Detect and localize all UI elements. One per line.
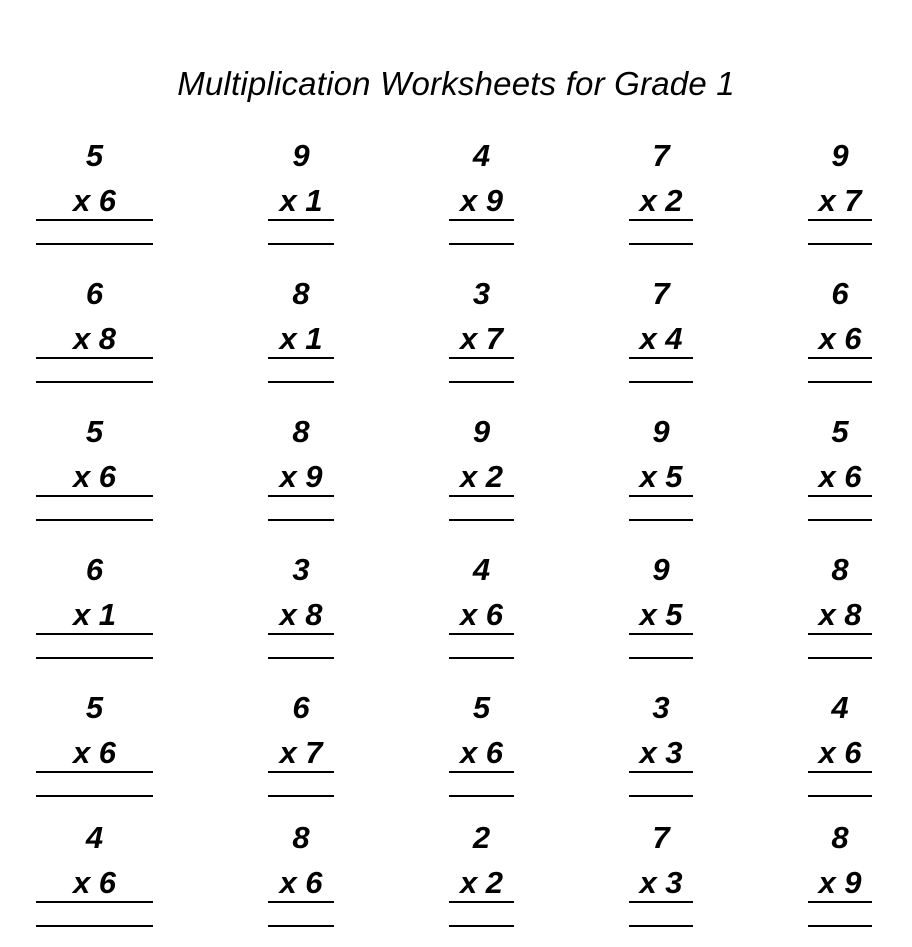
problem-r5-c5: [808, 691, 872, 803]
multiplicand: 8: [292, 276, 310, 311]
answer-line[interactable]: [36, 657, 153, 659]
problem-r4-c1: [36, 553, 153, 665]
multiplier: x 7: [818, 183, 862, 218]
multiplicand: 7: [652, 276, 670, 311]
multiplier: x 8: [279, 597, 323, 632]
answer-line[interactable]: [808, 795, 872, 797]
answer-line[interactable]: [268, 243, 334, 245]
problem-r5-c3: [449, 691, 514, 803]
multiplicand: 9: [831, 138, 849, 173]
multiplicand: 4: [472, 138, 491, 173]
problem-r1-c2: [268, 139, 334, 251]
multiplier: x 1: [72, 597, 117, 632]
operation-rule-line: [808, 357, 872, 359]
answer-line[interactable]: [268, 657, 334, 659]
operation-rule-line: [268, 357, 334, 359]
multiplier: x 2: [459, 865, 504, 900]
problem-r3-c3: [449, 415, 514, 527]
multiplier: x 6: [818, 459, 862, 494]
operation-rule-line: [36, 901, 153, 903]
multiplier: x 5: [639, 459, 683, 494]
answer-line[interactable]: [808, 519, 872, 521]
problem-r4-c2: [268, 553, 334, 665]
multiplicand: 5: [831, 414, 849, 449]
multiplier: x 2: [459, 459, 504, 494]
answer-line[interactable]: [449, 795, 514, 797]
problem-r3-c2: [268, 415, 334, 527]
operation-rule-line: [36, 219, 153, 221]
operation-rule-line: [449, 633, 514, 635]
multiplicand: 6: [831, 276, 849, 311]
multiplier: x 6: [72, 183, 117, 218]
operation-rule-line: [36, 357, 153, 359]
multiplier: x 3: [639, 735, 683, 770]
multiplier: x 6: [818, 321, 862, 356]
answer-line[interactable]: [36, 381, 153, 383]
multiplicand: 7: [652, 138, 670, 173]
multiplier: x 6: [818, 735, 862, 770]
answer-line[interactable]: [36, 925, 153, 927]
answer-line[interactable]: [449, 657, 514, 659]
problem-r5-c2: [268, 691, 334, 803]
answer-line[interactable]: [629, 243, 693, 245]
operation-rule-line: [449, 219, 514, 221]
multiplicand: 3: [292, 552, 310, 587]
answer-line[interactable]: [629, 657, 693, 659]
multiplier: x 8: [818, 597, 862, 632]
operation-rule-line: [36, 771, 153, 773]
problem-r3-c5: [808, 415, 872, 527]
multiplicand: 3: [472, 276, 491, 311]
operation-rule-line: [268, 633, 334, 635]
operation-rule-line: [808, 771, 872, 773]
operation-rule-line: [808, 633, 872, 635]
problem-r2-c2: [268, 277, 334, 389]
problem-r1-c1: [36, 139, 153, 251]
operation-rule-line: [629, 633, 693, 635]
problem-r4-c3: [449, 553, 514, 665]
answer-line[interactable]: [268, 519, 334, 521]
problem-r1-c3: [449, 139, 514, 251]
multiplicand: 6: [85, 552, 104, 587]
answer-line[interactable]: [808, 243, 872, 245]
multiplicand: 5: [85, 690, 104, 725]
multiplicand: 8: [831, 552, 849, 587]
multiplier: x 7: [459, 321, 504, 356]
multiplicand: 8: [292, 414, 310, 449]
multiplier: x 6: [459, 597, 504, 632]
operation-rule-line: [449, 357, 514, 359]
problem-r4-c4: [629, 553, 693, 665]
multiplier: x 6: [72, 865, 117, 900]
multiplier: x 6: [459, 735, 504, 770]
operation-rule-line: [268, 901, 334, 903]
multiplicand: 5: [85, 138, 104, 173]
multiplicand: 6: [85, 276, 104, 311]
problem-r5-c1: [36, 691, 153, 803]
multiplicand: 2: [472, 820, 491, 855]
multiplier: x 8: [72, 321, 117, 356]
operation-rule-line: [268, 219, 334, 221]
multiplicand: 5: [472, 690, 491, 725]
problem-r1-c5: [808, 139, 872, 251]
multiplier: x 3: [639, 865, 683, 900]
multiplier: x 1: [279, 321, 323, 356]
multiplicand: 6: [292, 690, 310, 725]
multiplicand: 8: [292, 820, 310, 855]
multiplicand: 3: [652, 690, 670, 725]
problem-r2-c4: [629, 277, 693, 389]
operation-rule-line: [808, 219, 872, 221]
answer-line[interactable]: [449, 519, 514, 521]
problem-r6-c2: [268, 821, 334, 933]
operation-rule-line: [268, 495, 334, 497]
multiplier: x 9: [459, 183, 504, 218]
problem-r4-c5: [808, 553, 872, 665]
problem-r6-c3: [449, 821, 514, 933]
multiplier: x 6: [72, 735, 117, 770]
operation-rule-line: [629, 219, 693, 221]
operation-rule-line: [629, 901, 693, 903]
problem-r6-c5: [808, 821, 872, 933]
operation-rule-line: [629, 495, 693, 497]
multiplier: x 6: [72, 459, 117, 494]
multiplier: x 4: [639, 321, 683, 356]
multiplier: x 6: [279, 865, 323, 900]
answer-line[interactable]: [449, 381, 514, 383]
operation-rule-line: [629, 357, 693, 359]
answer-line[interactable]: [808, 657, 872, 659]
multiplier: x 5: [639, 597, 683, 632]
multiplicand: 4: [831, 690, 849, 725]
multiplicand: 9: [652, 414, 670, 449]
operation-rule-line: [36, 495, 153, 497]
problem-r2-c5: [808, 277, 872, 389]
problem-r1-c4: [629, 139, 693, 251]
answer-line[interactable]: [629, 519, 693, 521]
operation-rule-line: [629, 771, 693, 773]
answer-line[interactable]: [268, 925, 334, 927]
multiplicand: 4: [472, 552, 491, 587]
problem-r5-c4: [629, 691, 693, 803]
answer-line[interactable]: [629, 381, 693, 383]
multiplier: x 9: [279, 459, 323, 494]
answer-line[interactable]: [36, 243, 153, 245]
multiplicand: 4: [85, 820, 104, 855]
multiplier: x 2: [639, 183, 683, 218]
worksheet-title: Multiplication Worksheets for Grade 1: [177, 65, 735, 102]
answer-line[interactable]: [629, 925, 693, 927]
operation-rule-line: [808, 901, 872, 903]
answer-line[interactable]: [36, 795, 153, 797]
operation-rule-line: [449, 901, 514, 903]
operation-rule-line: [449, 771, 514, 773]
multiplicand: 9: [292, 138, 310, 173]
problem-r3-c4: [629, 415, 693, 527]
multiplicand: 9: [652, 552, 670, 587]
problem-r2-c3: [449, 277, 514, 389]
multiplier: x 1: [279, 183, 323, 218]
answer-line[interactable]: [36, 519, 153, 521]
operation-rule-line: [36, 633, 153, 635]
multiplicand: 8: [831, 820, 849, 855]
problem-r6-c4: [629, 821, 693, 933]
problem-r6-c1: [36, 821, 153, 933]
answer-line[interactable]: [449, 243, 514, 245]
multiplicand: 5: [85, 414, 104, 449]
operation-rule-line: [268, 771, 334, 773]
problem-r2-c1: [36, 277, 153, 389]
answer-line[interactable]: [449, 925, 514, 927]
answer-line[interactable]: [268, 381, 334, 383]
multiplicand: 7: [652, 820, 670, 855]
answer-line[interactable]: [268, 795, 334, 797]
multiplicand: 9: [472, 414, 491, 449]
operation-rule-line: [449, 495, 514, 497]
answer-line[interactable]: [808, 381, 872, 383]
multiplier: x 9: [818, 865, 862, 900]
answer-line[interactable]: [629, 795, 693, 797]
answer-line[interactable]: [808, 925, 872, 927]
problem-r3-c1: [36, 415, 153, 527]
multiplier: x 7: [279, 735, 323, 770]
operation-rule-line: [808, 495, 872, 497]
